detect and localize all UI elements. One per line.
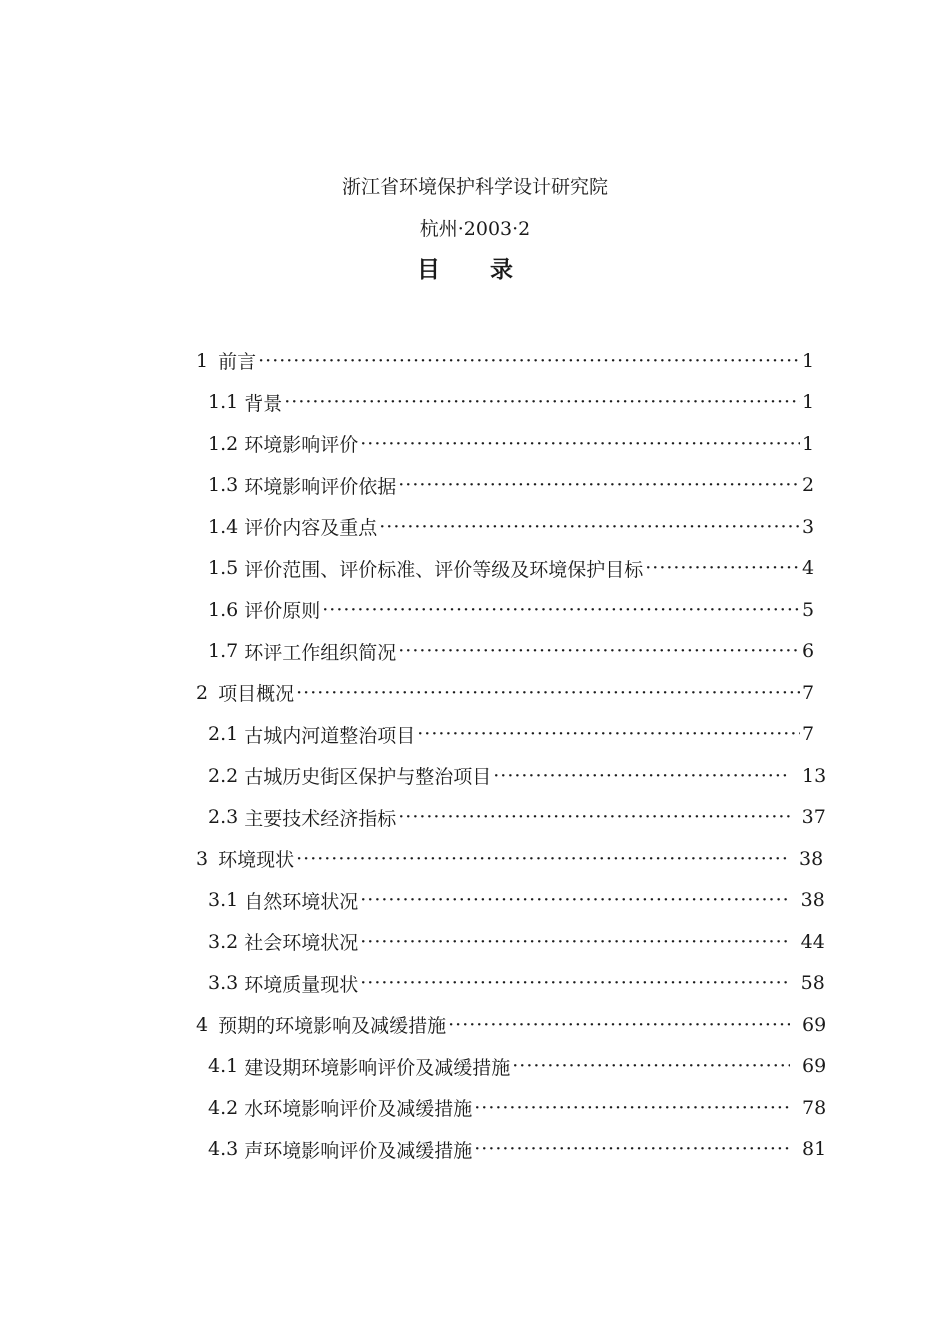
toc-entry-number: 3.3 — [208, 972, 239, 995]
toc-entry-number: 1.3 — [208, 474, 239, 497]
dot-leader — [284, 390, 800, 414]
dot-leader — [258, 349, 800, 373]
dot-leader — [398, 639, 800, 663]
toc-entry-title: 古城历史街区保护与整治项目 — [244, 766, 492, 789]
dot-leader — [474, 1096, 790, 1120]
dot-leader — [360, 971, 788, 995]
toc-entry-title: 评价范围、评价标准、评价等级及环境保护目标 — [244, 558, 644, 581]
toc-entry-page: 5 — [802, 598, 815, 621]
toc-title: 目录 — [417, 257, 563, 283]
toc-entry-title: 水环境影响评价及减缓措施 — [244, 1098, 473, 1121]
toc-entry[interactable] — [196, 1087, 827, 1129]
toc-entry[interactable] — [196, 672, 815, 714]
toc-entry[interactable] — [196, 755, 827, 797]
toc-entry-page: 78 — [802, 1096, 827, 1119]
toc-entry-title: 背景 — [244, 392, 283, 415]
dot-leader — [296, 847, 787, 871]
toc-entry[interactable] — [196, 631, 815, 673]
toc-entry-page: 1 — [802, 432, 815, 455]
toc-entry[interactable] — [196, 880, 825, 922]
toc-entry-page: 69 — [802, 1013, 827, 1036]
table-of-contents — [196, 340, 827, 1170]
toc-entry[interactable] — [196, 1129, 827, 1171]
toc-entry-page: 1 — [802, 391, 815, 414]
toc-entry-number: 4.1 — [208, 1055, 239, 1078]
toc-entry[interactable] — [196, 1046, 827, 1088]
toc-entry-page: 38 — [799, 847, 824, 870]
toc-entry-title: 环境影响评价 — [244, 434, 359, 457]
toc-entry-number: 3.1 — [208, 889, 239, 912]
toc-entry-number: 3 — [196, 847, 209, 870]
toc-entry-page: 7 — [802, 681, 815, 704]
toc-entry-page: 13 — [802, 764, 827, 787]
toc-entry-number: 1.5 — [208, 557, 239, 580]
toc-entry-number: 2 — [196, 681, 209, 704]
dot-leader — [360, 888, 788, 912]
toc-entry-page: 3 — [802, 515, 815, 538]
toc-entry-number: 4.2 — [208, 1096, 239, 1119]
toc-entry[interactable] — [196, 797, 826, 839]
toc-entry-title: 预期的环境影响及减缓措施 — [218, 1015, 447, 1038]
toc-entry-title: 环境现状 — [218, 849, 295, 872]
toc-entry-title: 环评工作组织简况 — [244, 641, 397, 664]
dot-leader — [360, 930, 788, 954]
dot-leader — [448, 1013, 790, 1037]
toc-entry[interactable] — [196, 465, 815, 507]
toc-entry[interactable] — [196, 548, 815, 590]
toc-entry-page: 1 — [802, 349, 815, 372]
toc-entry-page: 69 — [802, 1055, 827, 1078]
dot-leader — [512, 1054, 790, 1078]
place-date: 杭州·2003·2 — [419, 218, 531, 240]
toc-entry-page: 38 — [800, 889, 825, 912]
dot-leader — [322, 598, 800, 622]
toc-entry[interactable] — [196, 1004, 827, 1046]
toc-entry-number: 1 — [196, 349, 209, 372]
toc-entry-title: 主要技术经济指标 — [244, 807, 397, 830]
toc-entry[interactable] — [196, 838, 824, 880]
toc-entry[interactable] — [196, 963, 825, 1005]
organization-name: 浙江省环境保护科学设计研究院 — [341, 176, 608, 198]
toc-entry-title: 建设期环境影响评价及减缓措施 — [244, 1056, 511, 1079]
toc-entry-title: 声环境影响评价及减缓措施 — [244, 1139, 473, 1162]
toc-entry-page: 37 — [801, 806, 826, 829]
toc-entry-number: 2.3 — [208, 806, 239, 829]
toc-entry-page: 58 — [800, 972, 825, 995]
toc-entry-title: 环境质量现状 — [244, 973, 359, 996]
toc-entry[interactable] — [196, 714, 815, 756]
toc-entry-number: 2.1 — [208, 723, 239, 746]
toc-entry-page: 7 — [802, 723, 815, 746]
dot-leader — [296, 681, 800, 705]
toc-entry-number: 2.2 — [208, 764, 239, 787]
dot-leader — [360, 432, 800, 456]
toc-entry[interactable] — [196, 382, 815, 424]
toc-entry-page: 6 — [802, 640, 815, 663]
toc-entry-title: 前言 — [218, 351, 257, 374]
toc-entry-number: 4 — [196, 1013, 209, 1036]
toc-entry-number: 4.3 — [208, 1138, 239, 1161]
toc-entry-number: 1.7 — [208, 640, 239, 663]
toc-entry[interactable] — [196, 506, 815, 548]
toc-entry-number: 3.2 — [208, 930, 239, 953]
dot-leader — [417, 722, 800, 746]
dot-leader — [493, 764, 790, 788]
toc-entry[interactable] — [196, 921, 825, 963]
toc-entry-title: 评价原则 — [244, 600, 321, 623]
toc-entry[interactable] — [196, 423, 815, 465]
toc-entry-page: 81 — [802, 1138, 827, 1161]
toc-entry-title: 评价内容及重点 — [244, 517, 378, 540]
toc-entry-number: 1.1 — [208, 391, 239, 414]
toc-entry-title: 环境影响评价依据 — [244, 475, 397, 498]
toc-entry-page: 4 — [802, 557, 815, 580]
toc-entry-number: 1.4 — [208, 515, 239, 538]
dot-leader — [398, 473, 800, 497]
toc-entry-title: 古城内河道整治项目 — [244, 724, 416, 747]
toc-entry-title: 自然环境状况 — [244, 890, 359, 913]
toc-entry-title: 项目概况 — [218, 683, 295, 706]
dot-leader — [645, 556, 800, 580]
toc-entry-page: 44 — [800, 930, 825, 953]
dot-leader — [379, 515, 800, 539]
toc-entry-number: 1.6 — [208, 598, 239, 621]
toc-entry[interactable] — [196, 589, 815, 631]
toc-entry-page: 2 — [802, 474, 815, 497]
toc-entry-number: 1.2 — [208, 432, 239, 455]
dot-leader — [474, 1137, 790, 1161]
dot-leader — [398, 805, 789, 829]
toc-entry[interactable] — [196, 340, 815, 382]
toc-entry-title: 社会环境状况 — [244, 932, 359, 955]
